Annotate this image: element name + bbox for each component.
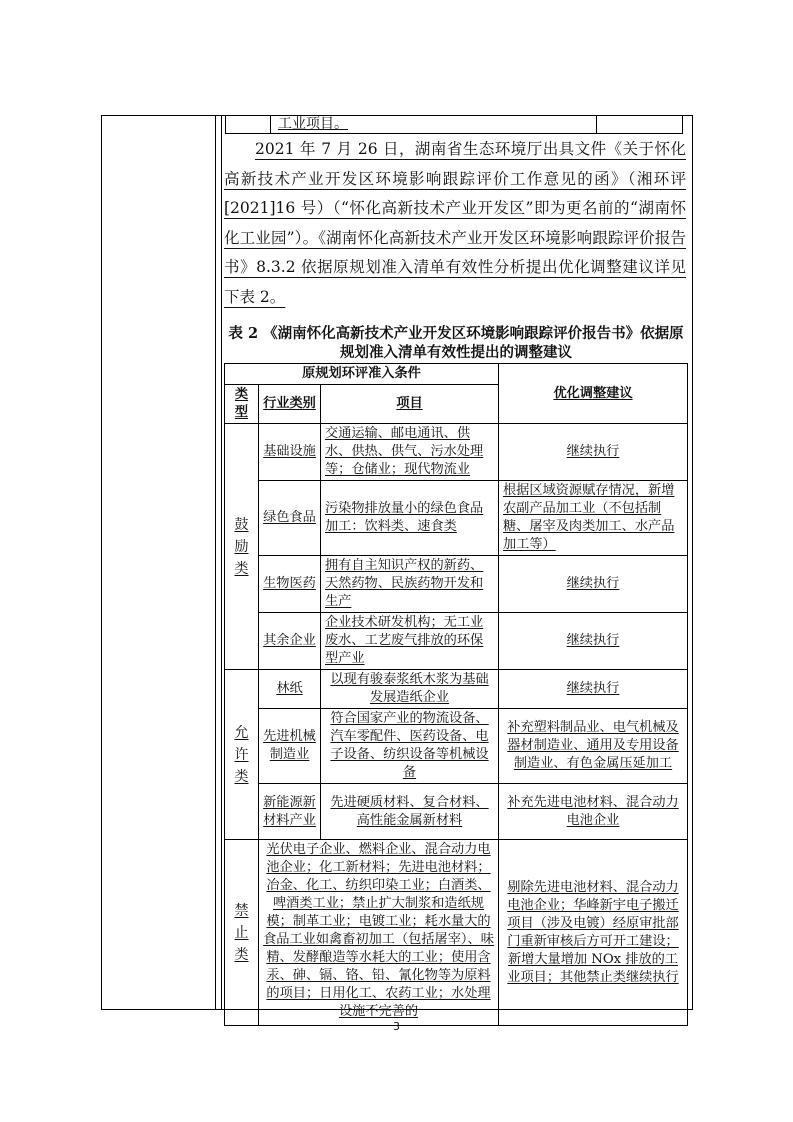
project-cell: 企业技术研发机构；无工业废水、工艺废气排放的环保型产业 bbox=[321, 613, 499, 670]
forbid-advice-cell: 剔除先进电池材料、混合动力电池企业；华峰新宇电子搬迁项目（涉及电镀）经原审批部门重新审核后方可开工建设；新增大量增加 NOx 排放的工业项目；其他禁止类继续执行 bbox=[499, 840, 688, 1026]
continuation-text: 工业项目。 bbox=[278, 116, 348, 132]
table-row bbox=[225, 424, 688, 481]
industry-cell: 绿色食品 bbox=[259, 481, 321, 556]
table-header-row bbox=[225, 364, 688, 385]
table-caption: 表 2 《湖南怀化高新技术产业开发区环境影响跟踪评价报告书》依据原规划准入清单有效性提出的调整建议 bbox=[228, 325, 684, 361]
frame-divider bbox=[221, 115, 222, 1010]
advice-cell: 继续执行 bbox=[499, 670, 688, 709]
table-row bbox=[225, 670, 688, 709]
table-row bbox=[225, 556, 688, 613]
body-paragraph: 2021 年 7 月 26 日，湖南省生态环境厅出具文件《关于怀化高新技术产业开发区环境影响跟踪评价工作意见的函》（湘环评[2021]16 号）（“怀化高新技术产业开发区”即为更名前的“湖南怀化工业园”）。《湖南怀化高新技术产业开发区环境影响跟踪评价报告书》8.3.2 依据原规划准入清单有效性分析提出优化调整建议详见下表 2。 bbox=[224, 140, 686, 306]
project-cell: 以现有骏泰浆纸木浆为基础发展造纸企业 bbox=[321, 670, 499, 709]
category-encourage: 鼓励类 bbox=[225, 424, 259, 670]
table-row bbox=[225, 784, 688, 840]
adjustment-table bbox=[224, 363, 688, 1026]
industry-cell: 林纸 bbox=[259, 670, 321, 709]
advice-cell: 继续执行 bbox=[499, 424, 688, 481]
header-group: 原规划环评准入条件 bbox=[225, 364, 499, 385]
forbid-project-cell: 光伏电子企业、燃料企业、混合动力电池企业；化工新材料；先进电池材料；冶金、化工、纺织印染工业；白酒类、啤酒类工业；禁止扩大制浆和造纸规模；制革工业；电镀工业；耗水量大的食品工业如禽畜初加工（包括屠宰）、味精、发酵酿造等水耗大的工业；使用含汞、砷、镉、铬、铅、氰化物等为原料的项目；日用化工、农药工业；水处理设施不完善的 bbox=[259, 840, 499, 1026]
table-row bbox=[225, 840, 688, 1026]
project-cell: 拥有自主知识产权的新药、天然药物、民族药物开发和生产 bbox=[321, 556, 499, 613]
industry-cell: 基础设施 bbox=[259, 424, 321, 481]
table-row bbox=[225, 613, 688, 670]
industry-cell: 新能源新材料产业 bbox=[259, 784, 321, 840]
advice-cell: 继续执行 bbox=[499, 613, 688, 670]
header-advice: 优化调整建议 bbox=[499, 364, 688, 424]
advice-cell: 补充塑料制品业、电气机械及器材制造业、通用及专用设备制造业、有色金属压延加工 bbox=[499, 709, 688, 784]
table-row bbox=[225, 481, 688, 556]
page-number: 3 bbox=[393, 1020, 400, 1033]
table-row bbox=[225, 709, 688, 784]
industry-cell: 其余企业 bbox=[259, 613, 321, 670]
header-type: 类型 bbox=[225, 385, 259, 424]
project-cell: 交通运输、邮电通讯、供水、供热、供气、污水处理等；仓储业；现代物流业 bbox=[321, 424, 499, 481]
header-project: 项目 bbox=[321, 385, 499, 424]
industry-cell: 生物医药 bbox=[259, 556, 321, 613]
header-industry: 行业类别 bbox=[259, 385, 321, 424]
industry-cell: 先进机械制造业 bbox=[259, 709, 321, 784]
advice-cell: 继续执行 bbox=[499, 556, 688, 613]
frame-divider bbox=[215, 115, 216, 1010]
advice-cell: 补充先进电池材料、混合动力电池企业 bbox=[499, 784, 688, 840]
continuation-row bbox=[225, 115, 683, 134]
project-cell: 符合国家产业的物流设备、汽车零配件、医药设备、电子设备、纺织设备等机械设备 bbox=[321, 709, 499, 784]
advice-cell: 根据区域资源赋存情况，新增农副产品加工业（不包括制糖、屠宰及肉类加工、水产品加工等） bbox=[499, 481, 688, 556]
project-cell: 污染物排放量小的绿色食品加工：饮料类、速食类 bbox=[321, 481, 499, 556]
category-allow: 允许类 bbox=[225, 670, 259, 840]
project-cell: 先进硬质材料、复合材料、高性能金属新材料 bbox=[321, 784, 499, 840]
category-forbid: 禁止类 bbox=[225, 840, 259, 1026]
